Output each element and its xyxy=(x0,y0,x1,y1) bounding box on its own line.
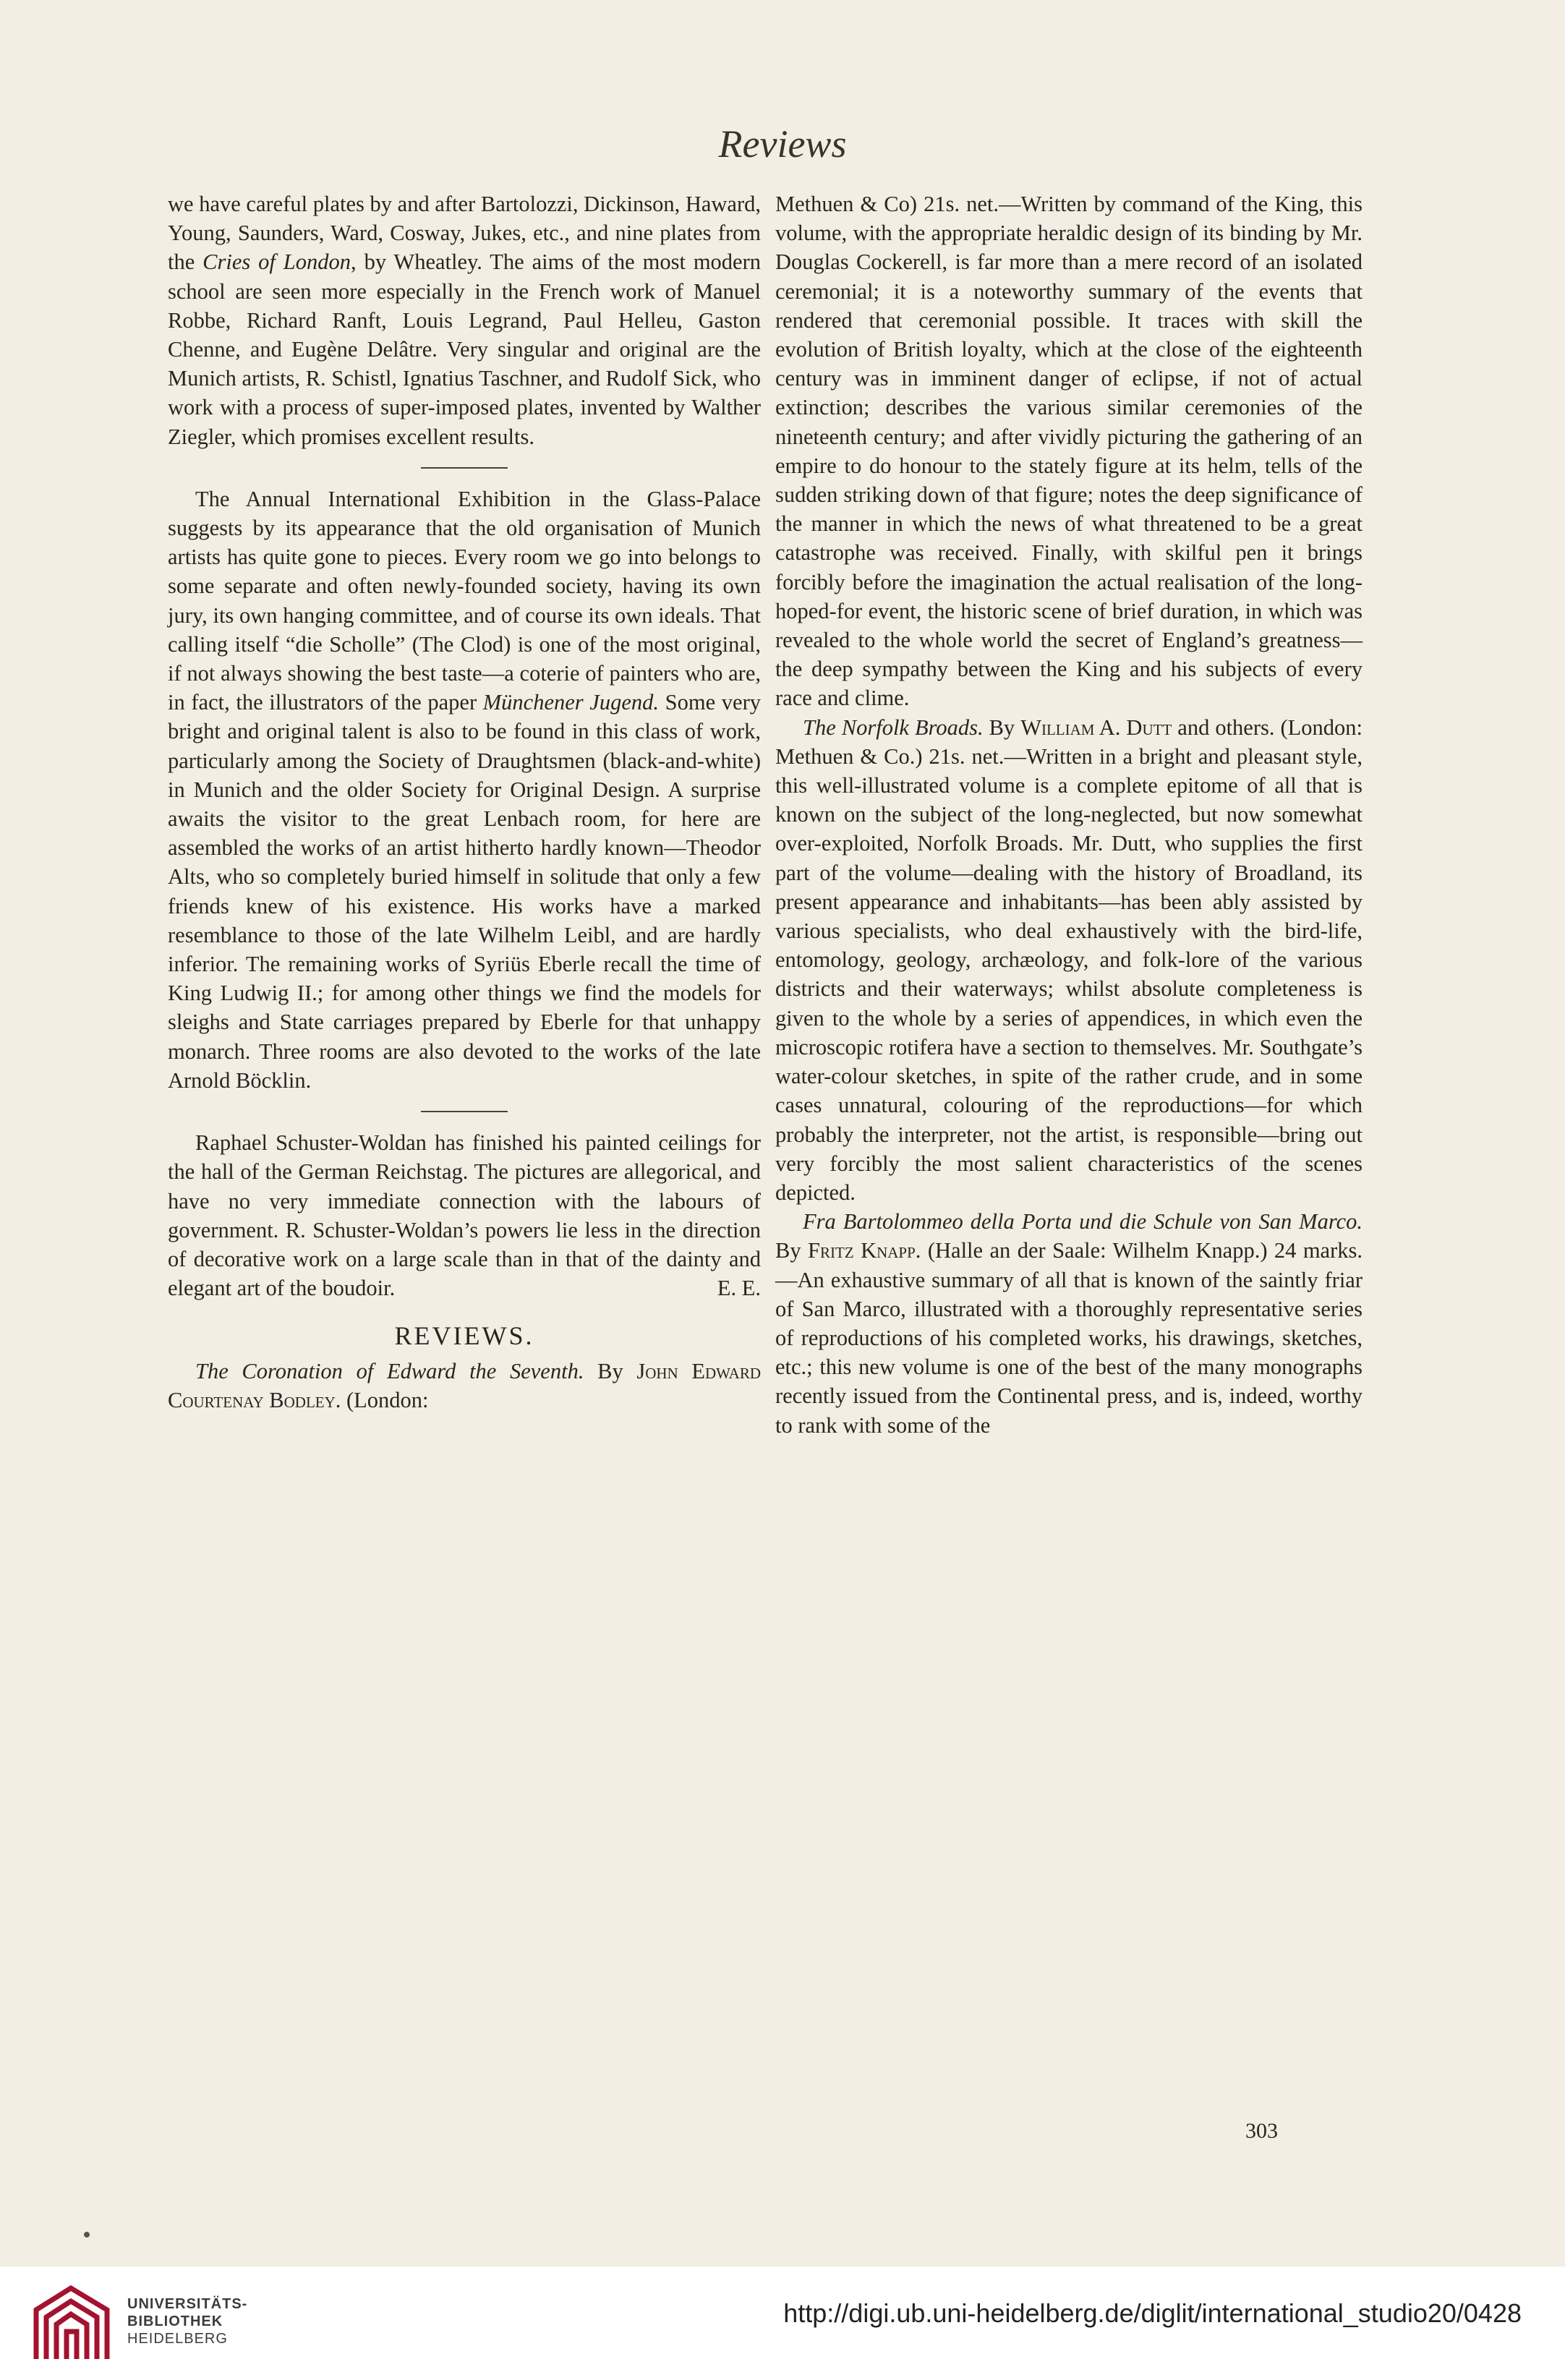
author-initials: E. E. xyxy=(717,1276,761,1301)
left-column xyxy=(168,189,761,1415)
review-coronation: The Coronation of Edward the Seventh. By John Edward Courtenay Bodley. (London: xyxy=(168,1358,762,1412)
section-divider xyxy=(421,467,508,469)
paragraph-glass-palace: The Annual International Exhibition in the Glass-Palace suggests by its appearance that the old organisation of Munich artists has quite gone to pieces. Every room we go into belongs to some separate and often newly-founded society, having its own jury, its own hanging committee, and of course its own ideals. That calling itself “die Scholle” (The Clod) is one of the most original, if not always showing the best taste—a coterie of painters who are, in fact, the illustrators of the paper Münchener Jugend. Some very bright and original talent is also to be found in this class of work, particularly among the Society of Draughtsmen (black-and-white) in Munich and the older Society for Original Design. A surprise awaits the visitor to the great Lenbach room, for here are assembled the works of an artist hitherto hardly known—Theodor Alts, who so completely buried himself in solitude that only a few friends knew of his existence. His works have a marked resemblance to those of the late Wilhelm Leibl, and are hardly inferior. The remaining works of Syriüs Eberle recall the time of King Ludwig II.; for among other things we find the models for sleighs and State carriages prepared by Eberle for that unhappy monarch. Three rooms are also devoted to the works of the late Arnold Böcklin. xyxy=(168,486,761,1093)
review-fra-bartolommeo: Fra Bartolommeo della Porta und die Schule von San Marco. By Fritz Knapp. (Halle an der Saale: Wilhelm Knapp.) 24 marks.—An exhaustive summary of all that is known of the saintly friar of San Marco, illustrated with a thoroughly representative series of reproductions of his completed works, his drawings, sketches, etc.; this new volume is one of the best of the many monographs recently issued from the Continental press, and is, indeed, worthy to rank with some of the xyxy=(775,1209,1363,1438)
library-footer xyxy=(0,2266,1565,2380)
review-norfolk-broads: The Norfolk Broads. By William A. Dutt and others. (London: Methuen & Co.) 21s. net.—Written in a bright and pleasant style, this well-illustrated volume is a complete epitome of all that is known on the subject of the long-neglected, but now somewhat over-exploited, Norfolk Broads. Mr. Dutt, who supplies the first part of the volume—dealing with the history of Broadland, its present appearance and inhabitants—has been ably assisted by various specialists, who deal exhaustively with the bird-life, entomology, geology, archæology, and folk-lore of the various districts and their waterways; whilst absolute completeness is given to the whole by a series of appendices, in which even the microscopic rotifera have a section to themselves. Mr. Southgate’s water-colour sketches, in spite of the rather crude, and in some cases unnatural, colouring of the reproductions—for which probably the interpreter, not the artist, is responsible—bring out very forcibly the most salient characteristics of the scenes depicted. xyxy=(775,715,1363,1205)
paragraph-etchers: we have careful plates by and after Bartolozzi, Dickinson, Haward, Young, Saunders, Ward, Cosway, Jukes, etc., and nine plates from the Cries of London, by Wheatley. The aims of the most modern school are seen more especially in the French work of Manuel Robbe, Richard Ranft, Louis Legrand, Paul Helleu, Gaston Chenne, and Eugène Delâtre. Very singular and original are the Munich artists, R. Schistl, Ignatius Taschner, and Rudolf Sick, who work with a process of super-imposed plates, invented by Walther Ziegler, which promises excellent results. xyxy=(168,192,761,449)
source-url-link[interactable]: http://digi.ub.uni-heidelberg.de/diglit/international_studio20/0428 xyxy=(783,2298,1522,2328)
section-divider xyxy=(421,1111,508,1112)
review-coronation-cont: Methuen & Co) 21s. net.—Written by command of the King, this volume, with the appropriate heraldic design of its binding by Mr. Douglas Cockerell, is far more than a mere record of an isolated ceremonial; it is a noteworthy summary of the events that rendered that ceremonial possible. It traces with skill the evolution of British loyalty, which at the close of the eighteenth century was in imminent danger of eclipse, if not of actual extinction; describes the various similar ceremonies of the nineteenth century; and after vividly picturing the gathering of an empire to do honour to the stately figure at its helm, tells of the sudden striking down of that figure; notes the deep significance of the manner in which the news of what threatened to be a great catastrophe was received. Finally, with skilful pen it brings forcibly before the imagination the actual realisation of the long-hoped-for event, the historic scene of brief duration, in which was revealed to the whole world the secret of England’s greatness—the deep sympathy between the King and his subjects of every race and clime. xyxy=(775,192,1363,711)
margin-mark xyxy=(84,2232,90,2238)
paragraph-schuster-woldan: Raphael Schuster-Woldan has finished his painted ceilings for the hall of the German Reichstag. The pictures are allegorical, and have no very immediate connection with the labours of government. R. Schuster-Woldan’s powers lie less in the direction of decorative work on a large scale than in that of the dainty and elegant art of the boudoir. E. E. xyxy=(168,1128,761,1302)
page-title: Reviews xyxy=(718,122,847,166)
library-logo-icon xyxy=(29,2281,114,2366)
reviews-heading: REVIEWS. xyxy=(394,1321,534,1351)
page-number: 303 xyxy=(1245,2119,1278,2143)
right-column xyxy=(775,189,1363,1440)
library-name: UNIVERSITÄTS- BIBLIOTHEK HEIDELBERG xyxy=(127,2296,248,2347)
